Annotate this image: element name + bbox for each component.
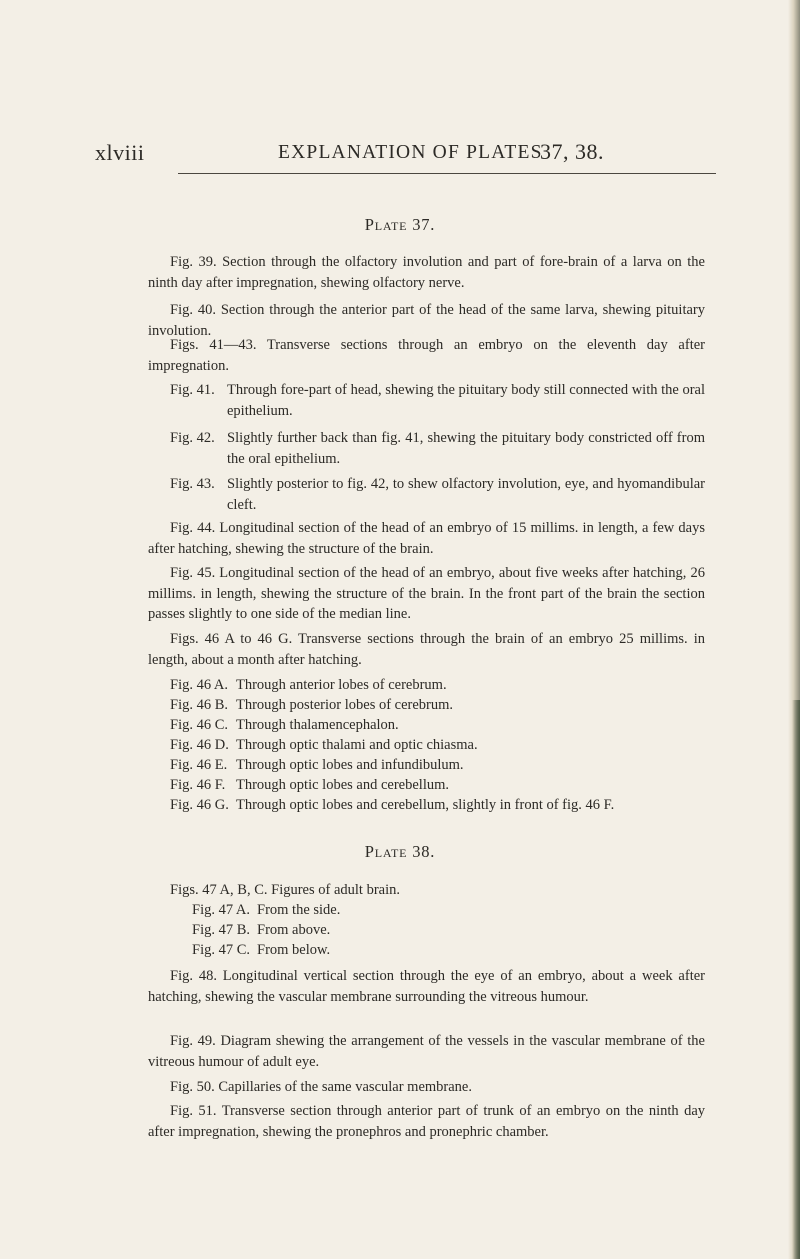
fig-43-label: Fig. 43. <box>170 476 215 492</box>
fig-47a-label: Fig. 47 A. <box>192 902 251 918</box>
fig-41-entry <box>170 380 705 421</box>
fig-50-caption: Fig. 50. Capillaries of the same vascular membrane. <box>170 1079 472 1095</box>
fig-47a-entry <box>192 900 732 920</box>
running-title-plates: 37, 38. <box>540 139 604 164</box>
fig-46e-text: Through optic lobes and infundibulum. <box>236 757 464 773</box>
fig-41-label: Fig. 41. <box>170 382 215 398</box>
fig-46a-entry <box>170 675 710 695</box>
plate-37-title: Plate 37. <box>364 215 436 234</box>
fig-39-caption: Fig. 39. Section through the olfactory involution and part of fore-brain of a larva on the ninth day after impregnation, shewing olfactory nerve. <box>148 254 705 291</box>
fig-46g-label: Fig. 46 G. <box>170 797 229 813</box>
figs-46-caption: Figs. 46 A to 46 G. Transverse sections through the brain of an embryo 25 millims. in length, about a month after hatching. <box>148 631 705 668</box>
fig-45-caption: Fig. 45. Longitudinal section of the head of an embryo, about five weeks after hatching, 26 millims. in length, shewing the structure of the brain. In the front part of the brain the section passes slightly to one side of the median line. <box>148 565 705 622</box>
fig-46b-text: Through posterior lobes of cerebrum. <box>236 697 454 713</box>
fig-46a-label: Fig. 46 A. <box>170 677 229 693</box>
figs-47-label: Figs. 47 A, B, C. <box>170 882 268 898</box>
fig-47c-entry <box>192 940 732 960</box>
fig-46b-label: Fig. 46 B. <box>170 697 229 713</box>
fig-46d-entry <box>170 735 710 755</box>
fig-46f-label: Fig. 46 F. <box>170 777 226 793</box>
figs-47-entry <box>170 880 400 900</box>
fig-46d-text: Through optic thalami and optic chiasma. <box>236 737 478 753</box>
plate-38-title: Plate 38. <box>364 842 436 861</box>
fig-46c-label: Fig. 46 C. <box>170 717 229 733</box>
fig-46e-entry <box>170 755 710 775</box>
fig-44-caption: Fig. 44. Longitudinal section of the head of an embryo of 15 millims. in length, a few days after hatching, shewing the structure of the brain. <box>148 520 705 557</box>
fig-46f-text: Through optic lobes and cerebellum. <box>236 777 450 793</box>
figs-41-43-caption: Figs. 41—43. Transverse sections through an embryo on the eleventh day after impregnation. <box>148 337 705 374</box>
fig-47b-entry <box>192 920 732 940</box>
fig-40-caption: Fig. 40. Section through the anterior part of the head of the same larva, shewing pituitary involution. <box>148 302 705 339</box>
fig-42-entry <box>170 428 705 469</box>
running-title: EXPLANATION OF PLATES <box>278 142 543 163</box>
fig-46f-entry <box>170 775 710 795</box>
fig-47c-label: Fig. 47 C. <box>192 942 251 958</box>
fig-46a-text: Through anterior lobes of cerebrum. <box>236 677 447 693</box>
fig-46e-label: Fig. 46 E. <box>170 757 228 773</box>
fig-42-text: Slightly further back than fig. 41, shewing the pituitary body constricted off from the oral epithelium. <box>227 430 705 467</box>
fig-46d-label: Fig. 46 D. <box>170 737 229 753</box>
fig-43-entry <box>170 474 705 515</box>
fig-47b-text: From above. <box>257 922 331 938</box>
fig-46g-entry <box>170 795 710 815</box>
fig-47b-label: Fig. 47 B. <box>192 922 251 938</box>
fig-46g-text: Through optic lobes and cerebellum, slightly in front of fig. 46 F. <box>236 797 615 813</box>
fig-49-caption: Fig. 49. Diagram shewing the arrangement of the vessels in the vascular membrane of the vitreous humour of adult eye. <box>148 1033 705 1070</box>
fig-47c-text: From below. <box>257 942 331 958</box>
fig-47a-text: From the side. <box>257 902 341 918</box>
fig-41-text: Through fore-part of head, shewing the pituitary body still connected with the oral epithelium. <box>227 382 705 419</box>
fig-42-label: Fig. 42. <box>170 430 215 446</box>
fig-43-text: Slightly posterior to fig. 42, to shew olfactory involution, eye, and hyomandibular cleft. <box>227 476 705 513</box>
page-number: xlviii <box>95 140 145 165</box>
fig-51-caption: Fig. 51. Transverse section through anterior part of trunk of an embryo on the ninth day after impregnation, shewing the pronephros and pronephric chamber. <box>148 1103 705 1140</box>
figs-47-text: Figures of adult brain. <box>271 882 400 898</box>
fig-48-caption: Fig. 48. Longitudinal vertical section through the eye of an embryo, about a week after hatching, shewing the vascular membrane surrounding the vitreous humour. <box>148 968 705 1005</box>
fig-46c-text: Through thalamencephalon. <box>236 717 399 733</box>
fig-46c-entry <box>170 715 710 735</box>
fig-46b-entry <box>170 695 710 715</box>
